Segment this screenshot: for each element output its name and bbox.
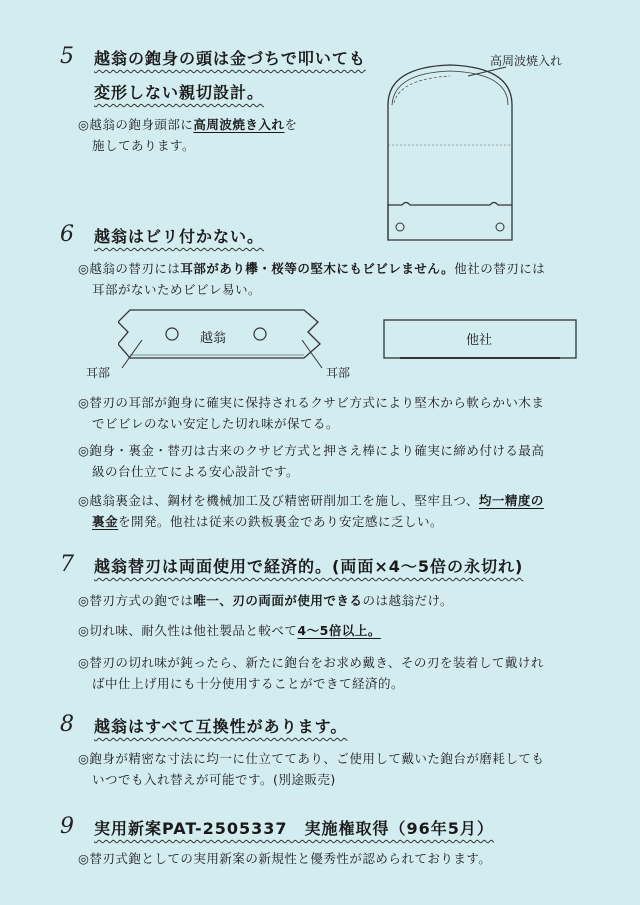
induction-hardening-label: 高周波焼入れ bbox=[490, 54, 563, 68]
section-7-paragraph-2: ◎切れ味、耐久性は他社製品と較べて4～5倍以上。 bbox=[78, 623, 381, 638]
ear-label-left: 耳部 bbox=[86, 366, 111, 380]
other-blade-label: 他社 bbox=[466, 333, 493, 348]
section-9-heading: 実用新案PAT-2505337 実施権取得（96年5月） bbox=[94, 819, 494, 838]
section-5-paragraph: ◎越翁の鉋身頭部に高周波焼き入れを 施してあります。 bbox=[78, 117, 298, 153]
section-number-7: 7 bbox=[60, 552, 74, 577]
section-7-paragraph-3: ◎替刃の切れ味が鈍ったら、新たに鉋台をお求め戴き、その刃を装着して戴けれ ば中仕上げ用にも十分使用することができて経済的。 bbox=[78, 655, 544, 691]
section-6-paragraph-1: ◎越翁の替刃には耳部があり欅・桜等の堅木にもビビレません。他社の替刃には 耳部がないためビビレ易い。 bbox=[78, 261, 546, 297]
section-number-5: 5 bbox=[60, 44, 74, 69]
koshio-blade-label: 越翁 bbox=[200, 331, 227, 346]
section-9-paragraph-1: ◎替刃式鉋としての実用新案の新規性と優秀性が認められております。 bbox=[78, 851, 492, 866]
section-number-9: 9 bbox=[60, 814, 74, 839]
section-8-heading: 越翁はすべて互換性があります。 bbox=[94, 717, 348, 736]
section-6-heading: 越翁はビリ付かない。 bbox=[94, 227, 265, 246]
section-7-heading: 越翁替刃は両面使用で経済的。(両面×4～5倍の永切れ) bbox=[94, 557, 524, 576]
section-number-8: 8 bbox=[60, 712, 74, 737]
section-6-paragraph-4: ◎越翁裏金は、鋼材を機械加工及び精密研削加工を施し、堅牢且つ、均一精度の 裏金を開発。他社は従来の鉄板裏金であり安定感に乏しい。 bbox=[78, 493, 544, 529]
section-6-paragraph-3: ◎鉋身・裏金・替刃は古来のクサビ方式と押さえ棒により確実に締め付ける最高 級の台仕立てによる安心設計です。 bbox=[78, 443, 545, 479]
section-number-6: 6 bbox=[60, 222, 74, 247]
section-5-heading-line1: 越翁の鉋身の頭は金づちで叩いても bbox=[94, 49, 366, 68]
section-5-heading-line2: 変形しない親切設計。 bbox=[94, 83, 265, 102]
ear-pointer-lines bbox=[100, 340, 360, 380]
ear-label-right: 耳部 bbox=[326, 366, 351, 380]
section-8-paragraph-1: ◎鉋身が精密な寸法に均一に仕立ててあり、ご使用して戴いた鉋台が磨耗しても いつでも入れ替えが可能です。(別途販売) bbox=[78, 751, 545, 787]
blade-head-diagram bbox=[380, 55, 530, 250]
section-7-paragraph-1: ◎替刃方式の鉋では唯一、刃の両面が使用できるのは越翁だけ。 bbox=[78, 593, 453, 608]
section-6-paragraph-2: ◎替刃の耳部が鉋身に確実に保持されるクサビ方式により堅木から軟らかい木ま でビビレのない安定した切れ味が保てる。 bbox=[78, 395, 545, 431]
